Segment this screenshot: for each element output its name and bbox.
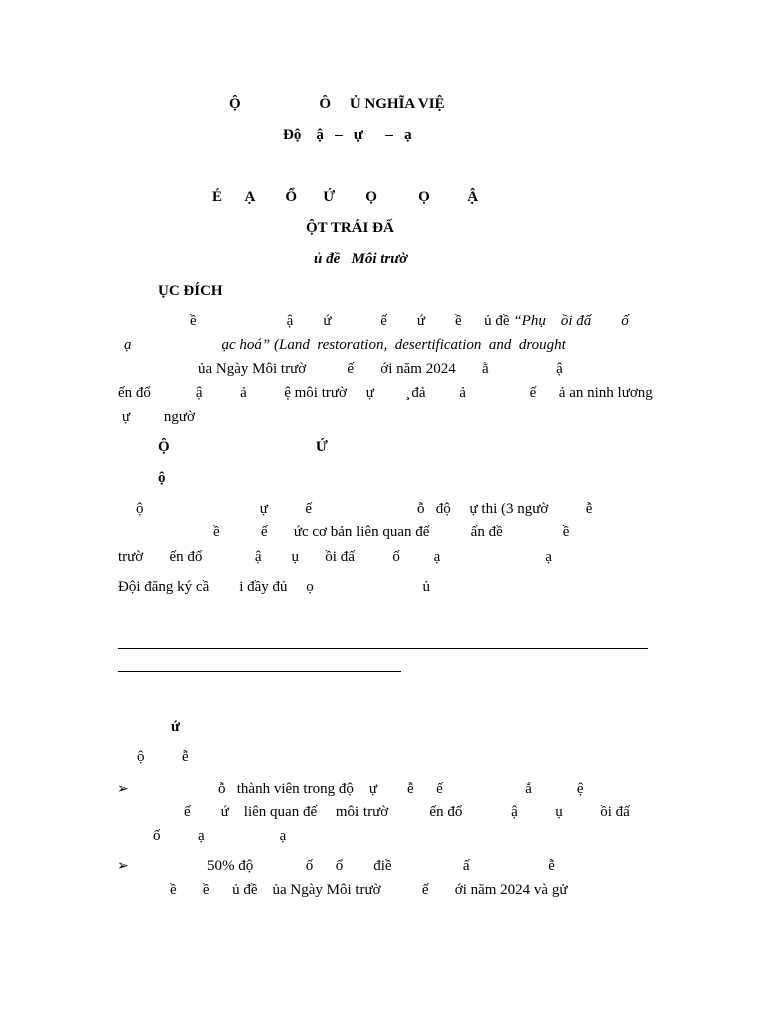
section-3-heading: ứ — [171, 719, 181, 735]
section-2-subheading: ộ — [158, 470, 166, 486]
section-1-paragraph-line4: ến đổ ậ ả ệ môi trườ ự ̧ đả ả ế ả an ninh lương — [118, 385, 653, 401]
arrow-bullet-icon: ➢ — [117, 781, 129, 797]
section-1-paragraph-line5: ự ngườ — [122, 409, 195, 425]
arrow-bullet-icon: ➢ — [117, 858, 129, 874]
bullet-2-line2: ề ề ủ đề ủa Ngày Môi trườ ế ới năm 2024 và gử — [170, 882, 568, 898]
section-1-paragraph-line3: ủa Ngày Môi trườ ế ới năm 2024 ằ ậ — [198, 361, 563, 377]
section-2-paragraph-line2: ề ế ức cơ bản liên quan đế ấn đề ề — [213, 524, 570, 540]
bullet-1-line3: ố ạ ạ — [153, 828, 287, 844]
section-1-paragraph-line2: ạ ạc hoá” (Land restoration, desertification and drought — [124, 337, 566, 353]
section-1-paragraph-line1: ề ậ ứ ế ứ ề ủ đề “Phụ ồi đấ ố — [190, 313, 629, 329]
section-2-paragraph-line4: Đội đăng ký cầ i đầy đủ ọ ủ — [118, 579, 431, 595]
bullet-1-line2: ế ứ liên quan đế môi trườ ến đổ ậ ụ ồi đấ — [184, 804, 630, 820]
blank-line — [118, 648, 648, 649]
section-2-paragraph-line1: ộ ự ế ỗ độ ự thi (3 ngườ ễ — [136, 501, 593, 517]
section-3-subheading: ộ ễ — [137, 749, 189, 765]
motto: Độ ậ – ự – ạ — [283, 127, 412, 143]
section-1-heading: ỤC ĐÍCH — [158, 283, 223, 299]
bullet-1-line1: ỗ thành viên trong độ ự ễ ế ắ ệ — [218, 781, 584, 797]
document-title-line2: ỘT TRÁI ĐẤ — [306, 220, 394, 236]
section-2-paragraph-line3: trườ ến đổ ậ ụ ồi đấ ố ạ ạ — [118, 549, 552, 565]
nation-heading: Ộ Ô Ủ NGHĨA VIỆ — [229, 96, 445, 112]
blank-line — [118, 671, 401, 672]
bullet-2-line1: 50% độ ố ổ điề ấ ễ — [207, 858, 555, 874]
document-theme: ủ đề Môi trườ — [314, 251, 408, 267]
document-title: É Ạ Ổ Ứ Ọ Ọ Ậ — [212, 189, 479, 205]
section-2-heading: Ộ Ứ — [158, 439, 328, 455]
